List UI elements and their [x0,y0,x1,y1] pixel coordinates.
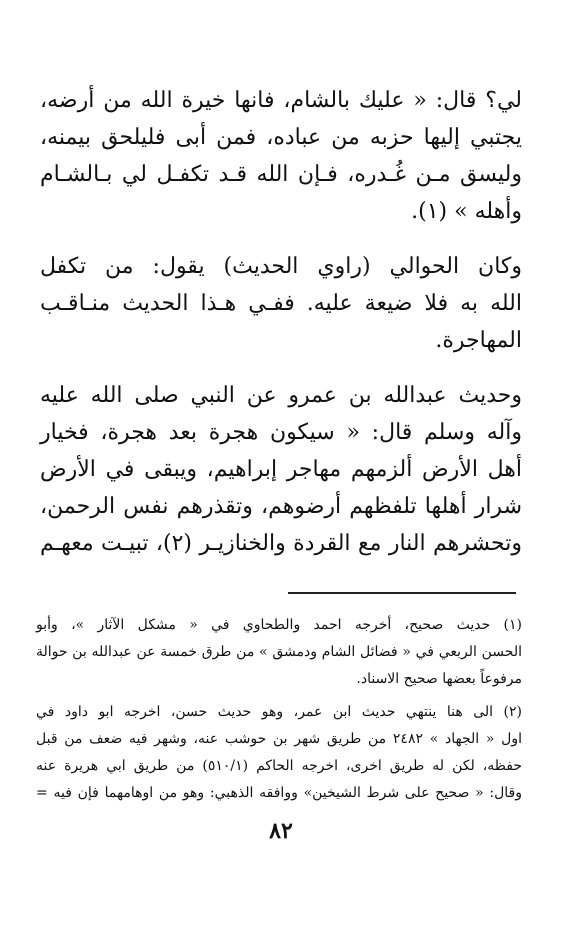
text-line: وحديث عبدالله بن عمرو عن النبي صلى الله عليه [40,383,522,408]
footnote-line: الحسن الربعي في « فضائل الشام ودمشق » من طرق خمسة عن عبدالله بن حوالة [36,644,522,660]
footnote-2 [36,699,522,807]
text-line: وليسق مـن غُـدره، فـإن الله قـد تكفـل لي بـالشـام [40,162,522,187]
page-number: ٨٢ [269,818,293,844]
paragraph-2 [40,248,522,359]
footnote-line: (٢) الى هنا ينتهي حديث ابن عمر، وهو حديث حسن، اخرجه ابو داود في [36,704,522,720]
paragraph-3 [40,377,522,562]
footnote-line: حفظه، لكن له طريق اخرى، اخرجه الحاكم (٥١٠/١) من طريق ابي هريرة عنه [36,758,522,774]
text-line: شرار أهلها تلفظهم أرضوهم، وتقذرهم نفس الرحمن، [40,494,522,519]
footnote-line: مرفوعاً بعضها صحيح الاسناد. [356,671,522,687]
main-text [40,82,522,562]
footnote-divider [288,592,516,594]
footnote-line: وقال: « صحيح على شرط الشيخين» ووافقه الذهبي: وهو من اوهامهما فإن فيه = [36,785,522,801]
text-line: وأهله » (١). [411,199,522,224]
text-line: لي؟ قال: « عليك بالشام، فانها خيرة الله من أرضه، [40,88,522,113]
footnote-line: اول « الجهاد » ٢٤٨٢ من طريق شهر بن حوشب عنه، وشهر فيه ضعف من قبل [36,731,522,747]
text-line: المهاجرة. [435,328,522,353]
footnote-1 [36,612,522,693]
text-line: وآله وسلم قال: « سيكون هجرة بعد هجرة، فخيار [40,420,522,445]
text-line: وكان الحوالي (راوي الحديث) يقول: من تكفل [40,254,522,279]
text-line: وتحشرهم النار مع القردة والخنازيـر (٢)، تبيـت معهـم [40,531,522,556]
footnote-line: (١) حديث صحيح، أخرجه احمد والطحاوي في « مشكل الآثار »، وأبو [36,617,522,633]
footnotes [36,612,522,807]
text-line: يجتبي إليها حزبه من عباده، فمن أبى فليلحق بيمنه، [40,125,522,150]
paragraph-1 [40,82,522,230]
text-line: الله به فلا ضيعة عليه. ففـي هـذا الحديث منـاقـب [40,291,522,316]
text-line: أهل الأرض ألزمهم مهاجر إبراهيم، ويبقى في الأرض [40,457,522,482]
